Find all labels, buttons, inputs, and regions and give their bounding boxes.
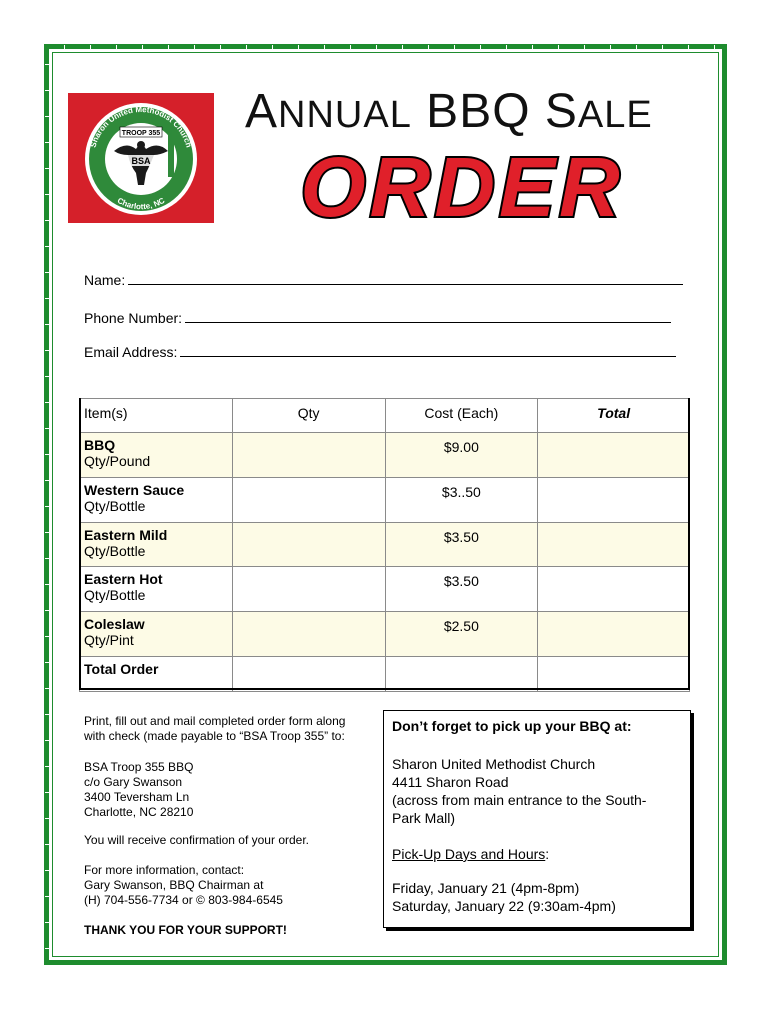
pickup-day: Friday, January 21 (4pm-8pm) [392,880,580,896]
border-tick [45,714,50,715]
qty-cell[interactable] [232,612,385,657]
border-tick [45,948,50,949]
border-tick [532,967,533,972]
border-tick [558,45,559,50]
border-tick [729,870,734,871]
border-tick [45,662,50,663]
order-heading-text: ORDER [300,140,624,230]
email-line[interactable] [180,345,676,357]
item-name: Eastern Hot [84,571,163,588]
border-tick [45,558,50,559]
border-tick [272,45,273,50]
border-tick [729,168,734,169]
border-tick [246,967,247,972]
border-tick [246,45,247,50]
header-qty: Qty [232,399,385,433]
troop-logo [68,93,214,223]
border-tick [350,967,351,972]
border-tick [729,636,734,637]
border-tick [402,45,403,50]
border-tick [729,714,734,715]
total-cell[interactable] [538,656,690,691]
border-tick [45,766,50,767]
contact-line: For more information, contact: [84,863,245,877]
border-tick [45,636,50,637]
table-row [80,612,690,657]
border-tick [45,584,50,585]
order-table [79,398,690,692]
border-tick [729,480,734,481]
border-tick [45,246,50,247]
border-tick [272,967,273,972]
item-cell [80,567,233,612]
mail-address [84,760,193,820]
border-tick [45,324,50,325]
border-tick [376,45,377,50]
border-tick [45,428,50,429]
total-cell[interactable] [538,522,690,567]
border-tick [729,194,734,195]
header-total: Total [538,399,690,433]
pickup-location: 4411 Sharon Road [392,774,509,790]
border-tick [729,376,734,377]
border-tick [729,896,734,897]
border-tick [729,740,734,741]
title-rest: ALE [577,94,653,136]
border-tick [662,967,663,972]
border-tick [45,64,50,65]
border-tick [729,558,734,559]
border-tick [729,584,734,585]
border-tick [729,272,734,273]
border-tick [194,45,195,50]
pickup-days-label: Pick-Up Days and Hours: [392,846,550,862]
border-tick [168,45,169,50]
item-name: Western Sauce [84,481,185,498]
total-order-label: Total Order [80,656,233,691]
phone-label: Phone Number: [84,310,183,326]
border-tick [45,740,50,741]
name-label: Name: [84,272,126,288]
border-tick [428,967,429,972]
border-tick [45,844,50,845]
border-tick [45,870,50,871]
total-cell[interactable] [538,612,690,657]
address-line: Charlotte, NC 28210 [84,805,194,819]
border-tick [142,967,143,972]
pickup-box [383,710,691,928]
border-tick [45,480,50,481]
border-tick [45,350,50,351]
border-tick [506,967,507,972]
border-tick [298,967,299,972]
table-row [80,522,690,567]
item-cell [80,612,233,657]
item-name: Eastern Mild [84,526,168,543]
border-tick [729,818,734,819]
item-cell [80,433,233,478]
border-tick [729,246,734,247]
border-tick [729,844,734,845]
address-line: c/o Gary Swanson [84,775,183,789]
border-tick [729,766,734,767]
border-tick [729,532,734,533]
phone-line[interactable] [185,311,671,323]
border-tick [729,610,734,611]
border-tick [729,922,734,923]
table-row [80,567,690,612]
border-tick [45,194,50,195]
border-tick [688,967,689,972]
item-name: Coleslaw [84,616,145,633]
table-header-row [80,399,690,433]
item-unit: Qty/Bottle [84,587,146,604]
item-unit: Qty/Bottle [84,497,146,514]
border-tick [45,922,50,923]
table-row [80,477,690,522]
border-tick [220,967,221,972]
border-tick [64,45,65,50]
border-tick [402,967,403,972]
border-tick [220,45,221,50]
border-tick [168,967,169,972]
logo-bottom-text: Charlotte, NC [115,195,167,212]
border-tick [729,90,734,91]
total-order-row [80,656,690,691]
qty-cell[interactable] [232,656,385,691]
cost-cell [385,656,538,691]
border-tick [45,454,50,455]
name-line[interactable] [128,273,683,285]
page-title-text [245,85,653,138]
item-unit: Qty/Bottle [84,542,146,559]
contact-line: (H) 704-556-7734 or © 803-984-6545 [84,893,283,907]
border-tick [45,220,50,221]
title-initial: B [426,85,460,138]
border-tick [45,896,50,897]
border-tick [636,967,637,972]
page-title [245,84,653,139]
border-tick [729,324,734,325]
border-tick [45,90,50,91]
border-tick [45,168,50,169]
cost-cell: $3.50 [385,567,538,612]
border-tick [90,45,91,50]
title-rest: NNUAL [278,94,412,136]
item-unit: Qty/Pound [84,453,151,469]
border-tick [532,45,533,50]
pickup-heading: Don’t forget to pick up your BBQ at: [392,718,632,734]
mail-instructions [84,714,345,744]
title-initial: S [544,85,578,138]
border-tick [610,967,611,972]
border-tick [90,967,91,972]
table-row [80,433,690,478]
border-tick [729,64,734,65]
border-tick [298,45,299,50]
confirmation-note: You will receive confirmation of your order. [84,833,309,847]
total-cell[interactable] [538,433,690,478]
pickup-days-text: Pick-Up Days and Hours [392,846,546,862]
item-cell [80,477,233,522]
title-rest: BQ [459,85,531,138]
order-heading [228,140,703,230]
name-field[interactable] [84,272,683,288]
border-tick [116,45,117,50]
border-tick [729,454,734,455]
border-tick [729,116,734,117]
border-tick [729,428,734,429]
qty-cell[interactable] [232,433,385,478]
border-tick [729,298,734,299]
border-tick [729,948,734,949]
address-line: 3400 Teversham Ln [84,790,190,804]
item-unit: Qty/Pint [84,632,134,649]
border-tick [45,376,50,377]
border-tick [636,45,637,50]
border-tick [64,967,65,972]
border-tick [428,45,429,50]
border-tick [729,402,734,403]
border-tick [729,350,734,351]
email-label: Email Address: [84,344,178,360]
cost-cell: $2.50 [385,612,538,657]
mail-line-1: Print, fill out and mail completed order form along [84,714,346,728]
item-cell [80,522,233,567]
total-cell[interactable] [538,567,690,612]
border-tick [714,45,715,50]
border-tick [558,967,559,972]
pickup-day: Saturday, January 22 (9:30am-4pm) [392,898,616,914]
border-tick [45,402,50,403]
qty-cell[interactable] [232,477,385,522]
border-tick [324,967,325,972]
border-tick [584,45,585,50]
total-cell[interactable] [538,477,690,522]
border-tick [729,506,734,507]
border-tick [194,967,195,972]
border-tick [729,142,734,143]
border-tick [688,45,689,50]
border-tick [116,967,117,972]
logo-badge-text: BSA [131,156,151,166]
border-tick [45,792,50,793]
contact-info [84,863,283,908]
border-tick [350,45,351,50]
border-tick [45,116,50,117]
phone-field[interactable] [84,310,671,326]
mail-line-2: with check (made payable to “BSA Troop 355” to: [84,729,345,743]
logo-top-text: Sharon United Methodist Church [88,104,194,149]
border-tick [714,967,715,972]
border-tick [45,272,50,273]
pickup-location: (across from main entrance to the South- [392,792,647,808]
header-cost: Cost (Each) [385,399,538,433]
item-name: BBQ [84,437,116,453]
border-tick [729,792,734,793]
border-tick [584,967,585,972]
header-items: Item(s) [80,399,233,433]
border-tick [45,688,50,689]
border-tick [729,220,734,221]
border-tick [662,45,663,50]
border-tick [376,967,377,972]
border-tick [506,45,507,50]
border-tick [45,610,50,611]
logo-troop-text: TROOP 355 [121,130,161,137]
contact-line: Gary Swanson, BBQ Chairman at [84,878,264,892]
border-tick [729,662,734,663]
border-tick [45,818,50,819]
qty-cell[interactable] [232,567,385,612]
border-tick [454,45,455,50]
cost-cell: $3..50 [385,477,538,522]
address-line: BSA Troop 355 BBQ [84,760,194,774]
border-tick [480,967,481,972]
qty-cell[interactable] [232,522,385,567]
border-tick [729,688,734,689]
border-tick [45,142,50,143]
border-tick [142,45,143,50]
border-tick [45,298,50,299]
pickup-location: Sharon United Methodist Church [392,756,596,772]
border-tick [324,45,325,50]
border-tick [454,967,455,972]
cost-cell: $9.00 [385,433,538,478]
title-initial: A [245,85,279,138]
pickup-location: Park Mall) [392,810,456,826]
email-field[interactable] [84,344,676,360]
border-tick [45,532,50,533]
border-tick [480,45,481,50]
thank-you: THANK YOU FOR YOUR SUPPORT! [84,923,287,937]
border-tick [610,45,611,50]
cost-cell: $3.50 [385,522,538,567]
border-tick [45,506,50,507]
